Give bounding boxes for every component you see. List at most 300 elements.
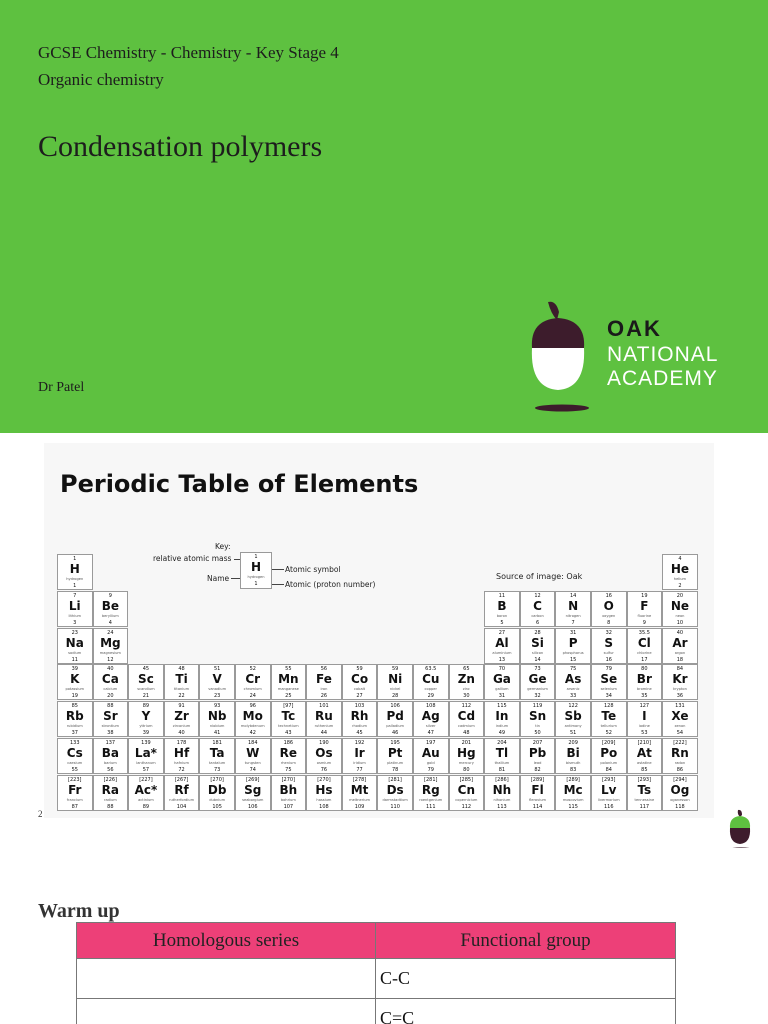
element-symbol: Ti xyxy=(175,672,188,687)
element-symbol: Nh xyxy=(492,782,512,797)
atomic-mass: 4 xyxy=(678,556,682,562)
atomic-number: 19 xyxy=(71,693,78,700)
element-cell-nh xyxy=(484,775,520,811)
element-symbol: Mg xyxy=(100,635,121,650)
key-pointer xyxy=(272,569,284,570)
element-cell-os xyxy=(306,738,342,774)
atomic-number: 12 xyxy=(107,656,114,663)
element-name: strontium xyxy=(101,724,120,729)
element-name: zirconium xyxy=(172,724,191,729)
element-cell-fe xyxy=(306,664,342,700)
element-name: chromium xyxy=(243,687,262,692)
element-symbol: K xyxy=(70,672,80,687)
element-name: osmium xyxy=(316,761,332,765)
element-symbol: Rh xyxy=(350,709,369,724)
element-symbol: Ag xyxy=(421,709,440,724)
atomic-mass: 59 xyxy=(356,666,363,673)
element-symbol: W xyxy=(246,746,260,760)
element-symbol: He xyxy=(670,562,690,576)
element-symbol: Ts xyxy=(637,782,652,797)
atomic-number: 11 xyxy=(71,656,78,663)
key-heading: Key: xyxy=(215,542,231,551)
atomic-number: 27 xyxy=(356,693,363,700)
element-symbol: Cn xyxy=(457,782,476,797)
atomic-number: 33 xyxy=(569,693,577,700)
atomic-number: 2 xyxy=(678,583,682,589)
element-name: tantalum xyxy=(209,761,226,765)
element-name: selenium xyxy=(600,687,617,692)
element-name: flerovium xyxy=(529,797,547,802)
element-symbol: H xyxy=(69,562,80,576)
element-cell-b xyxy=(484,591,520,627)
element-name: rhenium xyxy=(280,761,296,765)
element-symbol: Hg xyxy=(457,746,476,760)
atomic-mass: 59 xyxy=(391,666,399,673)
element-symbol: Si xyxy=(531,635,544,650)
element-name: nihonium xyxy=(493,797,511,802)
element-cell-la xyxy=(128,738,164,774)
atomic-mass: 207 xyxy=(532,740,543,746)
atomic-mass: [270] xyxy=(281,776,296,783)
element-cell-rn xyxy=(662,738,698,774)
element-name: argon xyxy=(674,650,686,655)
element-cell-ac xyxy=(128,775,164,811)
element-symbol: Cs xyxy=(66,746,83,760)
atomic-number: 83 xyxy=(569,767,577,773)
atomic-mass: 40 xyxy=(676,629,684,636)
element-cell-ti xyxy=(164,664,200,700)
element-cell-rh xyxy=(342,701,378,737)
element-cell-sc xyxy=(128,664,164,700)
atomic-number: 8 xyxy=(607,619,611,626)
element-cell-sr xyxy=(93,701,129,737)
element-name: molybdenum xyxy=(240,724,265,729)
element-name: beryllium xyxy=(101,613,119,618)
element-name: livermorium xyxy=(597,797,620,802)
atomic-mass: [281] xyxy=(388,776,402,783)
element-name: manganese xyxy=(277,687,299,692)
element-name: thallium xyxy=(494,761,510,765)
element-symbol: Sb xyxy=(564,709,582,724)
element-symbol: Ac* xyxy=(134,782,158,797)
atomic-number: 36 xyxy=(676,693,684,700)
element-cell-p xyxy=(555,628,591,664)
element-cell-fr xyxy=(57,775,93,811)
element-name: krypton xyxy=(673,687,687,692)
element-name: moscovium xyxy=(562,797,584,802)
element-name: mercury xyxy=(458,761,474,765)
element-symbol: Co xyxy=(351,672,369,687)
element-name: rutherfordium xyxy=(169,797,195,802)
atomic-number: 85 xyxy=(641,767,648,773)
element-symbol: Br xyxy=(636,672,652,687)
element-symbol: Ta xyxy=(209,746,225,760)
element-symbol: Ne xyxy=(670,598,690,613)
element-name: fluorine xyxy=(637,613,652,618)
atomic-number: 17 xyxy=(641,656,648,663)
element-symbol: Bi xyxy=(566,746,580,760)
atomic-number: 42 xyxy=(249,730,256,737)
atomic-mass: 48 xyxy=(178,666,185,673)
atomic-mass: 51 xyxy=(213,666,221,673)
element-name: cobalt xyxy=(354,687,366,692)
element-name: silicon xyxy=(531,650,544,655)
element-symbol: Ds xyxy=(386,782,404,797)
element-cell-rb xyxy=(57,701,93,737)
element-cell-tc xyxy=(271,701,307,737)
element-symbol: In xyxy=(495,709,509,724)
atomic-number: 9 xyxy=(642,619,646,626)
logo-line-1: OAK xyxy=(607,316,662,341)
element-name: calcium xyxy=(103,687,118,692)
element-name: technetium xyxy=(278,724,299,729)
element-cell-mo xyxy=(235,701,271,737)
element-name: seaborgium xyxy=(242,797,264,802)
element-cell-re xyxy=(271,738,307,774)
element-cell-mc xyxy=(555,775,591,811)
element-name: sodium xyxy=(68,650,82,655)
element-cell-ge xyxy=(520,664,556,700)
atomic-mass: 108 xyxy=(425,703,436,710)
element-name: antimony xyxy=(564,724,582,729)
element-name: dubnium xyxy=(209,797,226,802)
element-symbol: F xyxy=(640,598,649,613)
atomic-number: 89 xyxy=(142,803,150,810)
atomic-mass: 45 xyxy=(142,666,150,673)
element-symbol: La* xyxy=(134,746,157,760)
atomic-mass: [270] xyxy=(210,776,224,783)
element-name: copernicium xyxy=(455,797,478,802)
atomic-number: 55 xyxy=(71,767,78,773)
atomic-number: 43 xyxy=(285,730,292,737)
key-example-number: 1 xyxy=(254,581,258,587)
element-name: bismuth xyxy=(565,761,581,765)
atomic-mass: [269] xyxy=(246,776,260,783)
atomic-mass: 209 xyxy=(568,740,578,746)
element-cell-cs xyxy=(57,738,93,774)
element-name: caesium xyxy=(67,761,83,765)
periodic-table-title: Periodic Table of Elements xyxy=(60,470,419,498)
element-symbol: Li xyxy=(68,598,81,613)
element-name: tin xyxy=(535,724,540,729)
element-cell-ar xyxy=(662,628,698,664)
element-symbol: Xe xyxy=(671,709,689,724)
element-symbol: Zn xyxy=(457,672,475,687)
atomic-mass: 192 xyxy=(354,740,365,746)
element-symbol: Hf xyxy=(173,746,190,760)
atomic-mass: [227] xyxy=(139,776,153,783)
element-cell-ts xyxy=(627,775,663,811)
element-name: xenon xyxy=(674,724,686,729)
element-cell-se xyxy=(591,664,627,700)
atomic-mass: [270] xyxy=(317,776,331,783)
atomic-mass: 103 xyxy=(354,703,365,710)
atomic-mass: 79 xyxy=(605,666,612,673)
atomic-mass: 197 xyxy=(425,740,436,746)
element-cell-sb xyxy=(555,701,591,737)
element-name: platinum xyxy=(387,761,404,765)
element-cell-ga xyxy=(484,664,520,700)
key-example-symbol: H xyxy=(250,560,262,574)
atomic-mass: 63.5 xyxy=(425,666,437,673)
atomic-mass: 39 xyxy=(71,666,78,673)
atomic-mass: [293] xyxy=(602,776,616,783)
page-number: 2 xyxy=(38,809,43,819)
element-cell-he xyxy=(662,554,698,590)
atomic-mass: 178 xyxy=(176,740,187,746)
element-symbol: Cu xyxy=(422,672,440,687)
element-cell-n xyxy=(555,591,591,627)
atomic-mass: 32 xyxy=(605,629,612,636)
atomic-number: 39 xyxy=(142,730,150,737)
atomic-number: 117 xyxy=(639,803,650,810)
atomic-number: 86 xyxy=(676,767,684,773)
element-cell-as xyxy=(555,664,591,700)
atomic-mass: 52 xyxy=(249,666,256,673)
element-cell-ra xyxy=(93,775,129,811)
oak-acorn-logo-icon xyxy=(526,300,590,415)
element-cell-ne xyxy=(662,591,698,627)
atomic-number: 6 xyxy=(535,619,540,626)
element-cell-cr xyxy=(235,664,271,700)
element-name: oganesson xyxy=(670,797,690,802)
atomic-number: 106 xyxy=(247,803,258,810)
element-cell-rg xyxy=(413,775,449,811)
element-cell-rf xyxy=(164,775,200,811)
element-cell-pb xyxy=(520,738,556,774)
element-symbol: Te xyxy=(601,709,617,724)
oak-acorn-small-icon xyxy=(726,809,754,851)
atomic-number: 79 xyxy=(427,767,434,773)
element-symbol: Mc xyxy=(563,782,583,797)
element-name: sulfur xyxy=(603,650,614,655)
homologous-series-cell[interactable] xyxy=(77,999,376,1024)
element-name: potassium xyxy=(65,687,85,692)
element-name: scandium xyxy=(137,687,155,692)
atomic-mass: 93 xyxy=(213,703,221,710)
atomic-number: 49 xyxy=(498,730,506,737)
atomic-number: 44 xyxy=(320,730,328,737)
atomic-number: 21 xyxy=(142,693,150,700)
element-symbol: Cd xyxy=(457,709,476,724)
atomic-number: 118 xyxy=(675,803,685,810)
element-name: meitnerium xyxy=(349,797,370,802)
element-cell-mt xyxy=(342,775,378,811)
atomic-number: 5 xyxy=(500,619,504,626)
atomic-number: 23 xyxy=(213,693,221,700)
element-symbol: Mo xyxy=(242,709,263,724)
course-label: GCSE Chemistry - Chemistry - Key Stage 4 xyxy=(38,43,339,62)
atomic-mass: 75 xyxy=(569,666,577,673)
element-symbol: Fl xyxy=(531,782,544,797)
atomic-number: 74 xyxy=(249,767,256,773)
lesson-title: Condensation polymers xyxy=(38,130,323,163)
atomic-mass: 84 xyxy=(676,666,684,673)
atomic-number: 37 xyxy=(71,730,78,737)
element-cell-o xyxy=(591,591,627,627)
element-cell-br xyxy=(627,664,663,700)
atomic-number: 105 xyxy=(212,803,222,810)
element-cell-v xyxy=(199,664,235,700)
element-symbol: Ca xyxy=(101,672,119,687)
element-cell-zn xyxy=(449,664,485,700)
element-cell-cn xyxy=(449,775,485,811)
atomic-mass: 96 xyxy=(249,703,256,710)
atomic-mass: 122 xyxy=(568,703,578,710)
element-symbol: P xyxy=(568,635,578,650)
atomic-mass: 91 xyxy=(178,703,185,710)
atomic-number: 25 xyxy=(285,693,292,700)
element-name: tellurium xyxy=(600,724,617,729)
element-symbol: Tc xyxy=(281,709,296,724)
element-name: bohrium xyxy=(280,797,296,802)
header-functional-group: Functional group xyxy=(376,923,676,959)
element-cell-hg xyxy=(449,738,485,774)
element-cell-c xyxy=(520,591,556,627)
element-symbol: Mt xyxy=(350,782,369,797)
element-cell-al xyxy=(484,628,520,664)
key-pointer xyxy=(272,584,284,585)
atomic-number: 81 xyxy=(498,767,506,773)
element-cell-na xyxy=(57,628,93,664)
element-symbol: Hs xyxy=(315,782,333,797)
atomic-number: 88 xyxy=(107,803,114,810)
atomic-mass: 127 xyxy=(639,703,650,710)
atomic-mass: [97] xyxy=(283,703,294,710)
element-symbol: N xyxy=(568,598,579,613)
atomic-mass: [222] xyxy=(673,740,687,746)
element-symbol: Sg xyxy=(244,782,262,797)
element-symbol: Nb xyxy=(207,709,227,724)
atomic-number: 53 xyxy=(641,730,648,737)
warm-up-table xyxy=(76,922,676,1024)
element-name: chlorine xyxy=(637,650,652,655)
atomic-mass: 11 xyxy=(498,592,506,599)
atomic-mass: 115 xyxy=(497,703,507,710)
element-cell-li xyxy=(57,591,93,627)
element-symbol: Ga xyxy=(492,672,511,687)
element-name: cadmium xyxy=(457,724,475,729)
element-cell-mn xyxy=(271,664,307,700)
element-cell-ir xyxy=(342,738,378,774)
element-symbol: Pt xyxy=(387,746,403,760)
element-symbol: Au xyxy=(421,746,440,760)
atomic-number: 16 xyxy=(605,656,612,663)
element-cell-og xyxy=(662,775,698,811)
atomic-mass: 80 xyxy=(641,666,648,673)
element-symbol: Og xyxy=(670,782,690,797)
element-symbol: Ni xyxy=(388,672,403,687)
element-symbol: Sr xyxy=(103,709,118,724)
key-example-mass: 1 xyxy=(254,554,258,560)
element-name: iridium xyxy=(353,761,366,765)
atomic-mass: [293] xyxy=(637,776,652,783)
element-cell-ag xyxy=(413,701,449,737)
atomic-mass: 88 xyxy=(107,703,114,710)
atomic-mass: 31 xyxy=(569,629,577,636)
atomic-mass: 23 xyxy=(71,629,78,636)
element-cell-au xyxy=(413,738,449,774)
element-cell-ca xyxy=(93,664,129,700)
element-name: yttrium xyxy=(139,724,153,729)
atomic-number: 20 xyxy=(107,693,114,700)
element-symbol: Se xyxy=(600,672,618,687)
atomic-mass: 201 xyxy=(461,740,472,746)
element-cell-ta xyxy=(199,738,235,774)
element-cell-s xyxy=(591,628,627,664)
element-symbol: Re xyxy=(279,746,298,760)
element-symbol: C xyxy=(533,598,542,613)
atomic-number: 10 xyxy=(676,619,684,626)
element-symbol: Ar xyxy=(672,635,688,650)
element-name: germanium xyxy=(527,687,548,692)
element-cell-at xyxy=(627,738,663,774)
atomic-number: 14 xyxy=(534,656,541,663)
element-cell-si xyxy=(520,628,556,664)
element-name: oxygen xyxy=(602,613,616,618)
atomic-number: 77 xyxy=(356,767,363,773)
atomic-number: 28 xyxy=(391,693,399,700)
element-symbol: Os xyxy=(315,746,333,760)
element-name: hydrogen xyxy=(66,577,84,581)
element-symbol: Lv xyxy=(601,782,617,797)
atomic-number: 15 xyxy=(569,656,577,663)
atomic-number: 104 xyxy=(176,803,187,810)
atomic-mass: 133 xyxy=(69,740,80,746)
element-symbol: O xyxy=(603,598,614,613)
element-cell-y xyxy=(128,701,164,737)
element-symbol: Ru xyxy=(315,709,333,724)
atomic-mass: 40 xyxy=(107,666,114,673)
atomic-number: 18 xyxy=(676,656,684,663)
atomic-number: 1 xyxy=(73,583,77,589)
logo-line-3: ACADEMY xyxy=(607,367,718,390)
element-cell-bi xyxy=(555,738,591,774)
atomic-number: 32 xyxy=(534,693,541,700)
atomic-mass: 35.5 xyxy=(638,629,650,636)
atomic-mass: [286] xyxy=(495,776,509,783)
atomic-number: 29 xyxy=(427,693,434,700)
atomic-number: 108 xyxy=(319,803,329,810)
element-cell-hs xyxy=(306,775,342,811)
element-cell-cu xyxy=(413,664,449,700)
element-cell-f xyxy=(627,591,663,627)
element-cell-fl xyxy=(520,775,556,811)
element-cell-ba xyxy=(93,738,129,774)
atomic-mass: [289] xyxy=(566,776,580,783)
oak-wordmark xyxy=(607,318,718,392)
homologous-series-cell[interactable] xyxy=(77,959,376,999)
atomic-mass: [267] xyxy=(174,776,189,783)
atomic-number: 30 xyxy=(463,693,470,700)
element-symbol: S xyxy=(604,635,614,650)
atomic-mass: 139 xyxy=(141,740,151,746)
key-example-name: hydrogen xyxy=(247,575,265,579)
atomic-number: 34 xyxy=(605,693,612,700)
atomic-mass: 101 xyxy=(319,703,329,710)
atomic-number: 116 xyxy=(603,803,614,810)
element-symbol: Cr xyxy=(245,672,261,687)
atomic-mass: 24 xyxy=(107,629,114,636)
atomic-mass: 204 xyxy=(497,740,507,746)
atomic-mass: 56 xyxy=(320,666,328,673)
key-name: Name xyxy=(207,574,230,583)
atomic-number: 111 xyxy=(425,803,436,810)
element-cell-ru xyxy=(306,701,342,737)
key-example-cell xyxy=(240,552,272,589)
element-name: indium xyxy=(495,724,509,729)
element-name: neon xyxy=(675,613,685,618)
